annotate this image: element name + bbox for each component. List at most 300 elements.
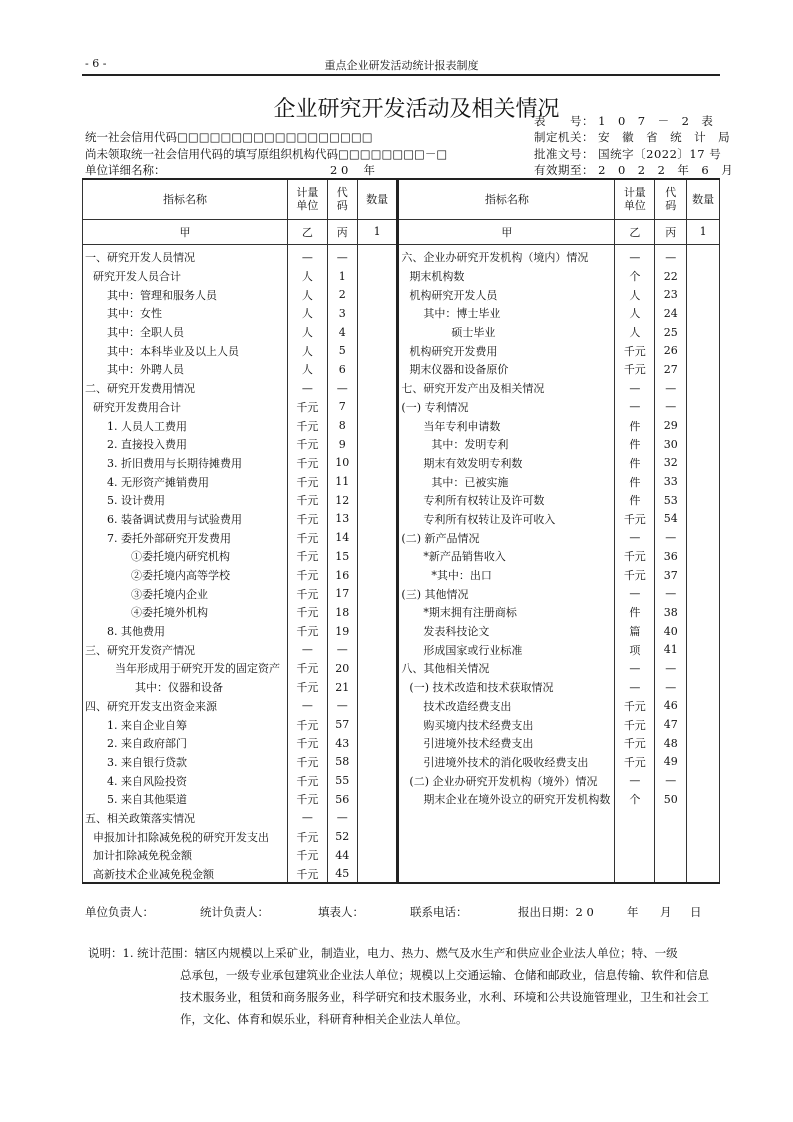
col-header-qty: 数量 bbox=[687, 179, 720, 219]
quantity-input[interactable] bbox=[357, 510, 398, 529]
quantity-input[interactable] bbox=[687, 566, 720, 585]
code: 58 bbox=[327, 753, 357, 772]
col-header-code: 代码 bbox=[655, 179, 687, 219]
table-row bbox=[83, 248, 720, 267]
code: — bbox=[655, 678, 687, 697]
unit-name-field[interactable]: 单位详细名称： bbox=[85, 163, 166, 177]
form-number: 表 号： 1 0 7 － 2 表 bbox=[534, 114, 714, 128]
code: 6 bbox=[327, 360, 357, 379]
code: 21 bbox=[327, 678, 357, 697]
quantity-input[interactable] bbox=[357, 416, 398, 435]
indicator-name: 1. 人员人工费用 bbox=[83, 416, 288, 435]
quantity-input[interactable] bbox=[687, 510, 720, 529]
indicator-name: (三) 其他情况 bbox=[398, 584, 615, 603]
sub-header-code: 丙 bbox=[327, 219, 357, 244]
quantity-input[interactable] bbox=[357, 360, 398, 379]
explanatory-note bbox=[88, 942, 718, 1030]
quantity-input[interactable] bbox=[687, 248, 720, 267]
unit: 千元 bbox=[287, 771, 327, 790]
code: 29 bbox=[655, 416, 687, 435]
indicator-name: 六、企业办研究开发机构（境内）情况 bbox=[398, 248, 615, 267]
indicator-name: 8. 其他费用 bbox=[83, 622, 288, 641]
unit: 人 bbox=[287, 341, 327, 360]
indicator-name: 其中：全职人员 bbox=[83, 323, 288, 342]
quantity-input[interactable] bbox=[357, 472, 398, 491]
table-row bbox=[83, 379, 720, 398]
sub-header-code: 丙 bbox=[655, 219, 687, 244]
quantity-input[interactable] bbox=[687, 454, 720, 473]
indicator-name: 八、其他相关情况 bbox=[398, 659, 615, 678]
quantity-input[interactable] bbox=[357, 248, 398, 267]
quantity-input[interactable] bbox=[687, 678, 720, 697]
code: — bbox=[327, 809, 357, 828]
unit: — bbox=[287, 640, 327, 659]
indicator-name: 三、研究开发资产情况 bbox=[83, 640, 288, 659]
quantity-input[interactable] bbox=[687, 267, 720, 286]
indicator-name: 硕士毕业 bbox=[398, 323, 615, 342]
code: — bbox=[655, 659, 687, 678]
table-row bbox=[83, 547, 720, 566]
unit: 千元 bbox=[287, 659, 327, 678]
table-row bbox=[83, 398, 720, 417]
year-field[interactable]: 2 0 年 bbox=[330, 163, 375, 177]
code: — bbox=[655, 379, 687, 398]
indicator-name: 技术改造经费支出 bbox=[398, 697, 615, 716]
quantity-input[interactable] bbox=[357, 659, 398, 678]
code: 17 bbox=[327, 584, 357, 603]
unit: 千元 bbox=[287, 454, 327, 473]
unit: 千元 bbox=[615, 341, 655, 360]
quantity-input[interactable] bbox=[357, 267, 398, 286]
indicator-name: 其中：已被实施 bbox=[398, 472, 615, 491]
quantity-input[interactable] bbox=[357, 827, 398, 846]
table-row bbox=[83, 809, 720, 828]
quantity-input[interactable] bbox=[357, 566, 398, 585]
sub-header-unit: 乙 bbox=[615, 219, 655, 244]
footer-stat-head: 统计负责人： bbox=[200, 905, 269, 919]
code: 56 bbox=[327, 790, 357, 809]
quantity-input[interactable] bbox=[687, 865, 720, 884]
code: 4 bbox=[327, 323, 357, 342]
code: 13 bbox=[327, 510, 357, 529]
quantity-input[interactable] bbox=[687, 640, 720, 659]
quantity-input[interactable] bbox=[357, 491, 398, 510]
table-row bbox=[83, 603, 720, 622]
indicator-name: 引进境外技术经费支出 bbox=[398, 734, 615, 753]
indicator-name: 3. 折旧费用与长期待摊费用 bbox=[83, 454, 288, 473]
table-row bbox=[83, 865, 720, 884]
quantity-input[interactable] bbox=[357, 584, 398, 603]
unit: 千元 bbox=[287, 678, 327, 697]
indicator-name: 高新技术企业减免税金额 bbox=[83, 865, 288, 884]
code: — bbox=[327, 248, 357, 267]
quantity-input[interactable] bbox=[357, 734, 398, 753]
indicator-name: 研究开发费用合计 bbox=[83, 398, 288, 417]
quantity-input[interactable] bbox=[357, 323, 398, 342]
unit: — bbox=[287, 248, 327, 267]
indicator-name: 7. 委托外部研究开发费用 bbox=[83, 528, 288, 547]
quantity-input[interactable] bbox=[687, 697, 720, 716]
unit: 件 bbox=[615, 472, 655, 491]
indicator-name: 当年形成用于研究开发的固定资产 bbox=[83, 659, 288, 678]
unit: 千元 bbox=[287, 790, 327, 809]
col-header-unit: 计量单位 bbox=[287, 179, 327, 219]
code: 55 bbox=[327, 771, 357, 790]
unit: 千元 bbox=[615, 715, 655, 734]
quantity-input[interactable] bbox=[357, 603, 398, 622]
indicator-name: *期末拥有注册商标 bbox=[398, 603, 615, 622]
indicator-name: 七、研究开发产出及相关情况 bbox=[398, 379, 615, 398]
quantity-input[interactable] bbox=[687, 304, 720, 323]
quantity-input[interactable] bbox=[687, 285, 720, 304]
code: 43 bbox=[327, 734, 357, 753]
unit: 人 bbox=[615, 285, 655, 304]
quantity-input[interactable] bbox=[357, 341, 398, 360]
quantity-input[interactable] bbox=[687, 491, 720, 510]
code: — bbox=[655, 248, 687, 267]
quantity-input[interactable] bbox=[687, 547, 720, 566]
unit: 千元 bbox=[287, 753, 327, 772]
code: 41 bbox=[655, 640, 687, 659]
indicator-name: *新产品销售收入 bbox=[398, 547, 615, 566]
unit: 件 bbox=[615, 416, 655, 435]
unit: — bbox=[615, 584, 655, 603]
footer-year: 年 bbox=[627, 905, 639, 919]
code: 48 bbox=[655, 734, 687, 753]
code: 45 bbox=[327, 865, 357, 884]
quantity-input[interactable] bbox=[357, 697, 398, 716]
quantity-input[interactable] bbox=[357, 547, 398, 566]
code: — bbox=[327, 640, 357, 659]
unit: 件 bbox=[615, 603, 655, 622]
table-row bbox=[83, 678, 720, 697]
code: 44 bbox=[327, 846, 357, 865]
indicator-name: ①委托境内研究机构 bbox=[83, 547, 288, 566]
indicator-name: 当年专利申请数 bbox=[398, 416, 615, 435]
unit: 人 bbox=[287, 304, 327, 323]
unit: — bbox=[287, 379, 327, 398]
code: 38 bbox=[655, 603, 687, 622]
quantity-input[interactable] bbox=[357, 865, 398, 884]
issuing-agency: 制定机关： 安 徽 省 统 计 局 bbox=[534, 130, 731, 144]
org-code-field[interactable]: 尚未领取统一社会信用代码的填写原组织机构代码□□□□□□□□－□ bbox=[85, 147, 448, 161]
unit: — bbox=[287, 697, 327, 716]
quantity-input[interactable] bbox=[687, 827, 720, 846]
code: 46 bbox=[655, 697, 687, 716]
table-row bbox=[83, 341, 720, 360]
unit: 项 bbox=[615, 640, 655, 659]
indicator-name: *其中：出口 bbox=[398, 566, 615, 585]
quantity-input[interactable] bbox=[357, 379, 398, 398]
sub-header-qty: 1 bbox=[687, 219, 720, 244]
indicator-name: 其中：博士毕业 bbox=[398, 304, 615, 323]
unit: 千元 bbox=[287, 510, 327, 529]
quantity-input[interactable] bbox=[357, 435, 398, 454]
code: — bbox=[327, 379, 357, 398]
quantity-input[interactable] bbox=[357, 753, 398, 772]
indicator-name: ③委托境内企业 bbox=[83, 584, 288, 603]
indicator-name: 其中：外聘人员 bbox=[83, 360, 288, 379]
code: 10 bbox=[327, 454, 357, 473]
code: 36 bbox=[655, 547, 687, 566]
indicator-name: 其中：仪器和设备 bbox=[83, 678, 288, 697]
code: 27 bbox=[655, 360, 687, 379]
unit: 个 bbox=[615, 267, 655, 286]
code bbox=[655, 809, 687, 828]
code: 16 bbox=[327, 566, 357, 585]
indicator-name: 其中：管理和服务人员 bbox=[83, 285, 288, 304]
table-row bbox=[83, 715, 720, 734]
code: 11 bbox=[327, 472, 357, 491]
code: 25 bbox=[655, 323, 687, 342]
indicator-name: 2. 来自政府部门 bbox=[83, 734, 288, 753]
approval-number: 批准文号： 国统字〔2022〕17 号 bbox=[534, 147, 722, 161]
sub-header-name: 甲 bbox=[398, 219, 615, 244]
unit: — bbox=[615, 398, 655, 417]
quantity-input[interactable] bbox=[357, 715, 398, 734]
unit: 件 bbox=[615, 491, 655, 510]
indicator-name: 机构研究开发费用 bbox=[398, 341, 615, 360]
table-row bbox=[83, 528, 720, 547]
code: 15 bbox=[327, 547, 357, 566]
indicator-name: (一) 技术改造和技术获取情况 bbox=[398, 678, 615, 697]
unit: 千元 bbox=[287, 584, 327, 603]
quantity-input[interactable] bbox=[687, 846, 720, 865]
indicator-name: (二) 企业办研究开发机构（境外）情况 bbox=[398, 771, 615, 790]
indicator-name bbox=[398, 865, 615, 884]
code: — bbox=[655, 398, 687, 417]
unit: 千元 bbox=[287, 846, 327, 865]
unit: 千元 bbox=[615, 734, 655, 753]
table-row bbox=[83, 510, 720, 529]
unit: 千元 bbox=[615, 753, 655, 772]
quantity-input[interactable] bbox=[687, 753, 720, 772]
unit: 千元 bbox=[615, 547, 655, 566]
unit bbox=[615, 846, 655, 865]
indicator-name: 专利所有权转让及许可数 bbox=[398, 491, 615, 510]
table-row bbox=[83, 454, 720, 473]
sub-header-name: 甲 bbox=[83, 219, 288, 244]
quantity-input[interactable] bbox=[357, 846, 398, 865]
unit: — bbox=[287, 809, 327, 828]
quantity-input[interactable] bbox=[357, 809, 398, 828]
unit: 人 bbox=[287, 285, 327, 304]
unit: 千元 bbox=[287, 528, 327, 547]
code: 40 bbox=[655, 622, 687, 641]
unit: 千元 bbox=[287, 734, 327, 753]
indicator-name: 研究开发人员合计 bbox=[83, 267, 288, 286]
indicator-name: 其中：发明专利 bbox=[398, 435, 615, 454]
code: 33 bbox=[655, 472, 687, 491]
code: 8 bbox=[327, 416, 357, 435]
code: 24 bbox=[655, 304, 687, 323]
code: 54 bbox=[655, 510, 687, 529]
code: 3 bbox=[327, 304, 357, 323]
quantity-input[interactable] bbox=[357, 528, 398, 547]
indicator-name: 五、相关政策落实情况 bbox=[83, 809, 288, 828]
quantity-input[interactable] bbox=[687, 435, 720, 454]
unit: 千元 bbox=[287, 827, 327, 846]
code: 57 bbox=[327, 715, 357, 734]
unit: 人 bbox=[287, 323, 327, 342]
unit: 千元 bbox=[287, 491, 327, 510]
unit: 人 bbox=[615, 304, 655, 323]
unit: 千元 bbox=[615, 510, 655, 529]
code: 1 bbox=[327, 267, 357, 286]
quantity-input[interactable] bbox=[687, 360, 720, 379]
indicator-name: 二、研究开发费用情况 bbox=[83, 379, 288, 398]
unit: — bbox=[615, 528, 655, 547]
indicator-name: (一) 专利情况 bbox=[398, 398, 615, 417]
unit: 千元 bbox=[615, 697, 655, 716]
unit: 千元 bbox=[287, 435, 327, 454]
table-row bbox=[83, 659, 720, 678]
code: 2 bbox=[327, 285, 357, 304]
unit: 个 bbox=[615, 790, 655, 809]
quantity-input[interactable] bbox=[687, 472, 720, 491]
valid-until: 有效期至： 2 0 2 2 年 6 月 bbox=[534, 163, 734, 177]
quantity-input[interactable] bbox=[687, 323, 720, 342]
table-row bbox=[83, 304, 720, 323]
code: 12 bbox=[327, 491, 357, 510]
quantity-input[interactable] bbox=[687, 528, 720, 547]
code: 53 bbox=[655, 491, 687, 510]
quantity-input[interactable] bbox=[357, 790, 398, 809]
col-header-name: 指标名称 bbox=[398, 179, 615, 219]
code: 22 bbox=[655, 267, 687, 286]
unit: 千元 bbox=[287, 622, 327, 641]
table-row bbox=[83, 622, 720, 641]
indicator-name bbox=[398, 809, 615, 828]
quantity-input[interactable] bbox=[687, 622, 720, 641]
table-row bbox=[83, 360, 720, 379]
table-row bbox=[83, 491, 720, 510]
quantity-input[interactable] bbox=[357, 678, 398, 697]
unit: 件 bbox=[615, 435, 655, 454]
table-row bbox=[83, 827, 720, 846]
indicator-name: 申报加计扣除减免税的研究开发支出 bbox=[83, 827, 288, 846]
note-first-line: 说明：1. 统计范围：辖区内规模以上采矿业，制造业，电力、热力、燃气及水生产和供应业企业法人单位；特、一级 bbox=[88, 946, 678, 960]
code: 26 bbox=[655, 341, 687, 360]
indicator-name: 6. 装备调试费用与试验费用 bbox=[83, 510, 288, 529]
running-head: 重点企业研发活动统计报表制度 bbox=[324, 59, 479, 72]
indicator-name: 引进境外技术的消化吸收经费支出 bbox=[398, 753, 615, 772]
unit bbox=[615, 865, 655, 884]
footer-date: 报出日期：2 0 bbox=[518, 905, 594, 919]
statistics-table bbox=[82, 178, 720, 884]
indicator-name: 2. 直接投入费用 bbox=[83, 435, 288, 454]
quantity-input[interactable] bbox=[687, 790, 720, 809]
table-row bbox=[83, 285, 720, 304]
quantity-input[interactable] bbox=[687, 416, 720, 435]
unit: 千元 bbox=[287, 566, 327, 585]
indicator-name: 四、研究开发支出资金来源 bbox=[83, 697, 288, 716]
table-row bbox=[83, 416, 720, 435]
indicator-name: ②委托境内高等学校 bbox=[83, 566, 288, 585]
unit bbox=[615, 827, 655, 846]
quantity-input[interactable] bbox=[687, 771, 720, 790]
quantity-input[interactable] bbox=[687, 659, 720, 678]
quantity-input[interactable] bbox=[687, 734, 720, 753]
code bbox=[655, 846, 687, 865]
unit: 人 bbox=[615, 323, 655, 342]
note-continuation: 总承包，一级专业承包建筑业企业法人单位；规模以上交通运输、仓储和邮政业，信息传输、软件和信息技术服务业，租赁和商务服务业，科学研究和技术服务业，水利、环境和公共设施管理业，卫生和社会工作，文化、体育和娱乐业，科研育种相关企业法人单位。 bbox=[180, 968, 709, 1026]
quantity-input[interactable] bbox=[687, 603, 720, 622]
indicator-name: 其中：本科毕业及以上人员 bbox=[83, 341, 288, 360]
code bbox=[655, 865, 687, 884]
table-row bbox=[83, 472, 720, 491]
indicator-name: (二) 新产品情况 bbox=[398, 528, 615, 547]
indicator-name: 专利所有权转让及许可收入 bbox=[398, 510, 615, 529]
quantity-input[interactable] bbox=[357, 285, 398, 304]
footer-filler: 填表人： bbox=[318, 905, 364, 919]
code: 14 bbox=[327, 528, 357, 547]
quantity-input[interactable] bbox=[357, 622, 398, 641]
unit: 千元 bbox=[287, 547, 327, 566]
quantity-input[interactable] bbox=[687, 715, 720, 734]
quantity-input[interactable] bbox=[357, 304, 398, 323]
indicator-name: 5. 设计费用 bbox=[83, 491, 288, 510]
table-row bbox=[83, 267, 720, 286]
unit: 人 bbox=[287, 267, 327, 286]
unit: 千元 bbox=[615, 566, 655, 585]
code: 9 bbox=[327, 435, 357, 454]
unit: 千元 bbox=[287, 603, 327, 622]
code: 47 bbox=[655, 715, 687, 734]
table-row bbox=[83, 846, 720, 865]
indicator-name: 形成国家或行业标准 bbox=[398, 640, 615, 659]
code bbox=[655, 827, 687, 846]
col-header-unit: 计量单位 bbox=[615, 179, 655, 219]
code: 23 bbox=[655, 285, 687, 304]
table-row bbox=[83, 435, 720, 454]
code: 5 bbox=[327, 341, 357, 360]
indicator-name: ④委托境外机构 bbox=[83, 603, 288, 622]
unit: 篇 bbox=[615, 622, 655, 641]
unit: — bbox=[615, 678, 655, 697]
code: 52 bbox=[327, 827, 357, 846]
quantity-input[interactable] bbox=[357, 398, 398, 417]
code: — bbox=[655, 584, 687, 603]
unit: — bbox=[615, 659, 655, 678]
quantity-input[interactable] bbox=[687, 341, 720, 360]
quantity-input[interactable] bbox=[687, 379, 720, 398]
quantity-input[interactable] bbox=[357, 454, 398, 473]
col-header-code: 代码 bbox=[327, 179, 357, 219]
quantity-input[interactable] bbox=[687, 584, 720, 603]
unit: 千元 bbox=[287, 865, 327, 884]
unit: 千元 bbox=[287, 416, 327, 435]
quantity-input[interactable] bbox=[357, 771, 398, 790]
code: 37 bbox=[655, 566, 687, 585]
unit: — bbox=[615, 248, 655, 267]
indicator-name: 3. 来自银行贷款 bbox=[83, 753, 288, 772]
indicator-name: 5. 来自其他渠道 bbox=[83, 790, 288, 809]
quantity-input[interactable] bbox=[687, 809, 720, 828]
quantity-input[interactable] bbox=[357, 640, 398, 659]
quantity-input[interactable] bbox=[687, 398, 720, 417]
code: 32 bbox=[655, 454, 687, 473]
page-number: - 6 - bbox=[85, 57, 107, 70]
credit-code-field[interactable]: 统一社会信用代码□□□□□□□□□□□□□□□□□□ bbox=[85, 130, 373, 144]
table-row bbox=[83, 566, 720, 585]
indicator-name: 期末机构数 bbox=[398, 267, 615, 286]
code: 49 bbox=[655, 753, 687, 772]
header-rule bbox=[82, 74, 720, 76]
table-row bbox=[83, 771, 720, 790]
unit: — bbox=[615, 771, 655, 790]
code: 30 bbox=[655, 435, 687, 454]
